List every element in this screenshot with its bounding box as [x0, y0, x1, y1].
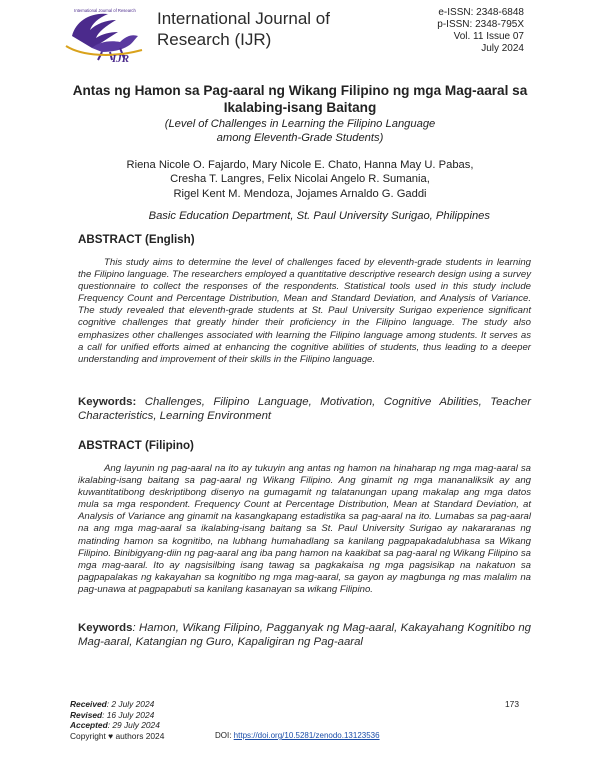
- paper-title: Antas ng Hamon sa Pag-aaral ng Wikang Filipino ng mga Mag-aaral sa Ikalabing-isang Baitang: [72, 83, 528, 115]
- volume-issue: Vol. 11 Issue 07: [453, 31, 524, 42]
- abstract-english-heading: ABSTRACT (English): [78, 233, 195, 246]
- received-label: Received: [70, 699, 107, 709]
- doi-link[interactable]: https://doi.org/10.5281/zenodo.13123536: [233, 731, 380, 740]
- keywords-english: [78, 395, 531, 424]
- author-list: [90, 158, 510, 201]
- keywords-filipino-text: : Hamon, Wikang Filipino, Pagganyak ng Mag-aaral, Kakayahang Kognitibo ng Mag-aaral, Katangian ng Guro, Kapaligiran ng Pag-aaral: [78, 622, 531, 649]
- keywords-english-label: Keywords:: [78, 396, 137, 408]
- copyright-notice: Copyright ♥ authors 2024: [70, 731, 165, 741]
- issn-block: [437, 7, 524, 55]
- revised-date: Revised: 16 July 2024: [70, 709, 155, 720]
- accepted-date: Accepted: 29 July 2024: [70, 720, 160, 730]
- doi: [215, 731, 380, 740]
- issue-date: July 2024: [481, 43, 524, 54]
- subtitle-line-2: among Eleventh-Grade Students): [216, 132, 384, 144]
- doi-label: DOI:: [215, 731, 234, 740]
- pegasus-logo-icon: [62, 6, 148, 64]
- keywords-filipino-label: Keywords: [78, 622, 133, 634]
- abstract-english-body: This study aims to determine the level of challenges faced by eleventh-grade students in learning the Filipino language. The researchers employed a quantitative descriptive research design using a survey questionnaire to collect the responses of the respondents. Statistical tools used in this study include Frequency Count and Percentage Distribution, Mean and Standard Deviation, and Analysis of Variance. The study revealed that eleventh-grade students at St. Paul University Surigao experience significant cognitive challenges that greatly hinder their proficiency in the Filipino language. The study also emphasizes other challenges associated with learning the Filipino language among students. It serves as a call for unified efforts aimed at enhancing the cognitive abilities of students, thus leading to a deeper understanding and improvement of their skills in the Filipino language.: [78, 257, 531, 365]
- abstract-filipino-heading: ABSTRACT (Filipino): [78, 439, 194, 452]
- accepted-label: Accepted: [70, 720, 108, 730]
- keywords-filipino: [78, 621, 531, 650]
- journal-name: International Journal of Research (IJR): [157, 9, 330, 49]
- subtitle-line-1: (Level of Challenges in Learning the Filipino Language: [164, 118, 436, 130]
- authors-line-1: Riena Nicole O. Fajardo, Mary Nicole E. Chato, Hanna May U. Pabas,: [126, 159, 474, 171]
- affiliation: Basic Education Department, St. Paul University Surigao, Philippines: [148, 210, 490, 222]
- authors-line-3: Rigel Kent M. Mendoza, Jojames Arnaldo G. Gaddi: [173, 187, 427, 200]
- logo-abbreviation: IJR: [112, 53, 130, 64]
- revised-label: Revised: [70, 709, 103, 720]
- journal-logo: [62, 6, 148, 64]
- page-number: 173: [505, 699, 519, 709]
- e-issn: e-ISSN: 2348-6848: [438, 7, 524, 18]
- paper-subtitle: [80, 117, 520, 145]
- logo-caption: International Journal of Research: [74, 8, 136, 13]
- p-issn: p-ISSN: 2348-795X: [437, 19, 524, 30]
- received-date: Received: 2 July 2024: [70, 699, 155, 709]
- authors-line-2: Cresha T. Langres, Felix Nicolai Angelo R. Sumania,: [170, 173, 430, 186]
- publication-dates: [70, 699, 160, 731]
- keywords-english-text: Challenges, Filipino Language, Motivation, Cognitive Abilities, Teacher Characteristics, Learning Environment: [78, 396, 531, 423]
- abstract-filipino-body: Ang layunin ng pag-aaral na ito ay tukuyin ang antas ng hamon na hinaharap ng mga mag-aaral sa ikalabing-isang baitang sa pag-aaral ng Wikang Filipino. Ang ginamit ng mga mananaliksik ay ang kuwantitatibong deskriptibong disenyo na gumagamit ng talatanungan upang makalap ang mga datos mula sa mga respondent. Frequency Count at Percentage Distribution, Mean at Standard Deviation, at Analysis of Variance ang ginamit na kasangkapang estadistika sa pag-aaral na ito. Lumabas sa pag-aaral na ang mga mag-aaral sa ikalabing-isang baitang sa St. Paul University Surigao ay nakararanas ng matinding hamon sa kognitibo, na lubhang humahadlang sa kanilang pagpapakadalubhasa sa Wikang Filipino. Binibigyang-diin ng pag-aaral ang iba pang hamon na kaakibat sa pag-aaral ng Wikang Filipino sa mga mag-aaral. Ito ay nagsisilbing isang tawag sa pagkakaisa ng mga pagsisikap na nakatuon sa pagpapalakas ng kakayahan sa kognitibo ng mga mag-aaral, sa gayon ay magbunga ng mas malalim na pag-unawa at pagpapabuti sa kanilang kasanayan sa wikang Filipino.: [78, 463, 531, 595]
